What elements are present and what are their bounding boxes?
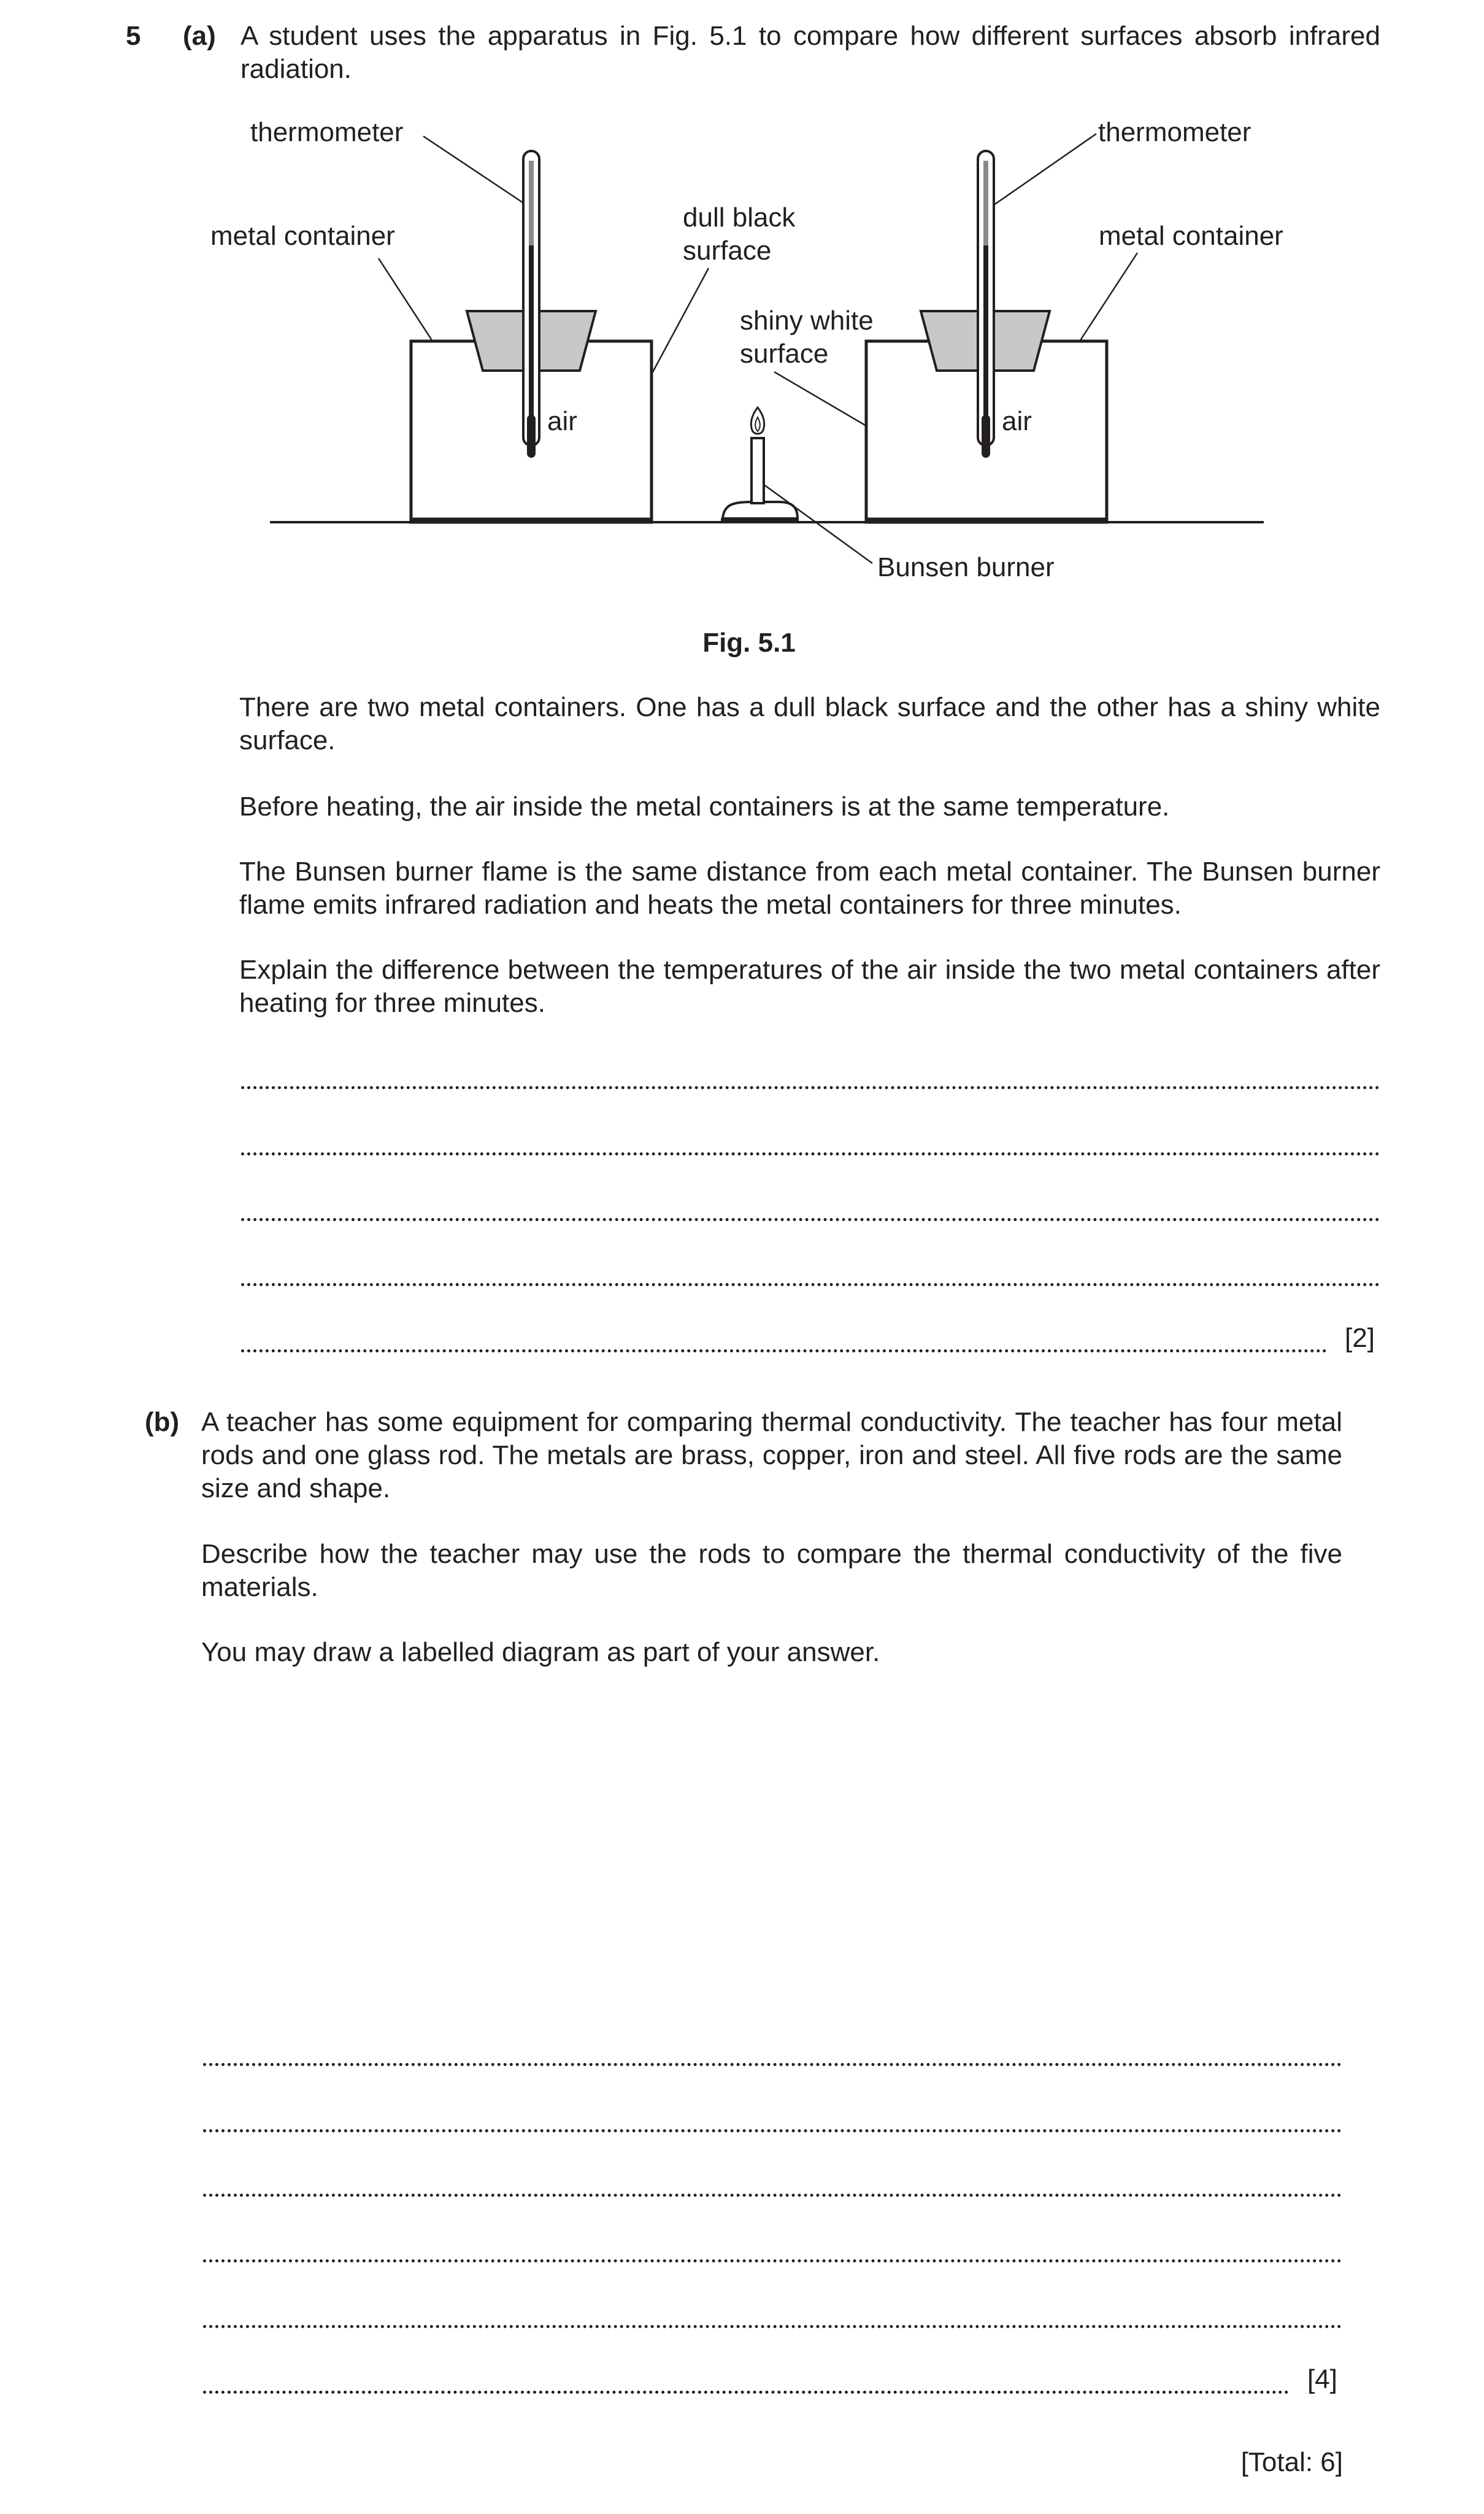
part-b-label: (b) xyxy=(145,1407,180,1437)
total-marks: [Total: 6] xyxy=(1240,2447,1343,2477)
part-a-label: (a) xyxy=(183,21,216,51)
diagram-answer-space[interactable] xyxy=(201,1694,1342,2013)
bunsen-burner xyxy=(721,407,799,520)
air-right-label: air xyxy=(1002,406,1032,436)
answer-line-b-6[interactable] xyxy=(203,2372,1289,2394)
metal-container-left-label: metal container xyxy=(210,221,395,251)
apparatus-diagram xyxy=(0,0,1484,658)
shiny-white-label-line1: shiny white xyxy=(740,306,874,336)
metal-container-right-label: metal container xyxy=(1099,221,1283,251)
answer-line-b-2[interactable] xyxy=(203,2111,1342,2132)
thermometer-left-label: thermometer xyxy=(250,117,404,147)
part-b-para-2: Describe how the teacher may use the rods to compare the thermal conductivity of the five materials. xyxy=(201,1539,1342,1602)
figure-caption: Fig. 5.1 xyxy=(702,628,796,658)
dull-black-label-line1: dull black xyxy=(683,202,796,233)
part-a-para-3: The Bunsen burner flame is the same distance from each metal container. The Bunsen burner flame emits infrared radiation and heats the metal containers for three minutes. xyxy=(239,857,1380,920)
answer-line-a-4[interactable] xyxy=(241,1265,1380,1286)
part-a-para-4: Explain the difference between the temperatures of the air inside the two metal containers after heating for three minutes. xyxy=(239,955,1380,1018)
part-b-marks: [4] xyxy=(1307,2364,1337,2394)
question-number: 5 xyxy=(126,21,141,51)
answer-line-b-3[interactable] xyxy=(203,2175,1342,2197)
part-a-para-2: Before heating, the air inside the metal containers is at the same temperature. xyxy=(239,792,1170,822)
answer-line-b-1[interactable] xyxy=(203,2045,1342,2066)
bunsen-burner-label: Bunsen burner xyxy=(877,552,1055,582)
answer-line-b-5[interactable] xyxy=(203,2307,1342,2328)
answer-line-a-1[interactable] xyxy=(241,1068,1380,1089)
part-b-para-3: You may draw a labelled diagram as part of your answer. xyxy=(201,1637,880,1667)
part-a-para-1: There are two metal containers. One has a dull black surface and the other has a shiny white surface. xyxy=(239,692,1380,755)
dull-black-label-line2: surface xyxy=(683,236,772,266)
answer-line-a-3[interactable] xyxy=(241,1200,1380,1221)
thermometer-right-label: thermometer xyxy=(1098,117,1251,147)
air-left-label: air xyxy=(547,406,577,436)
shiny-white-label-line2: surface xyxy=(740,339,829,369)
answer-line-b-4[interactable] xyxy=(203,2241,1342,2262)
part-a-intro: A student uses the apparatus in Fig. 5.1 to compare how different surfaces absorb infrared radiation. xyxy=(240,21,1380,84)
part-a-marks: [2] xyxy=(1345,1323,1375,1353)
part-b-para-1: A teacher has some equipment for comparing thermal conductivity. The teacher has four metal rods and one glass rod. The metals are brass, copper, iron and steel. All five rods are the same size and shape. xyxy=(201,1407,1342,1503)
answer-line-a-2[interactable] xyxy=(241,1134,1380,1155)
answer-line-a-5[interactable] xyxy=(241,1331,1327,1352)
